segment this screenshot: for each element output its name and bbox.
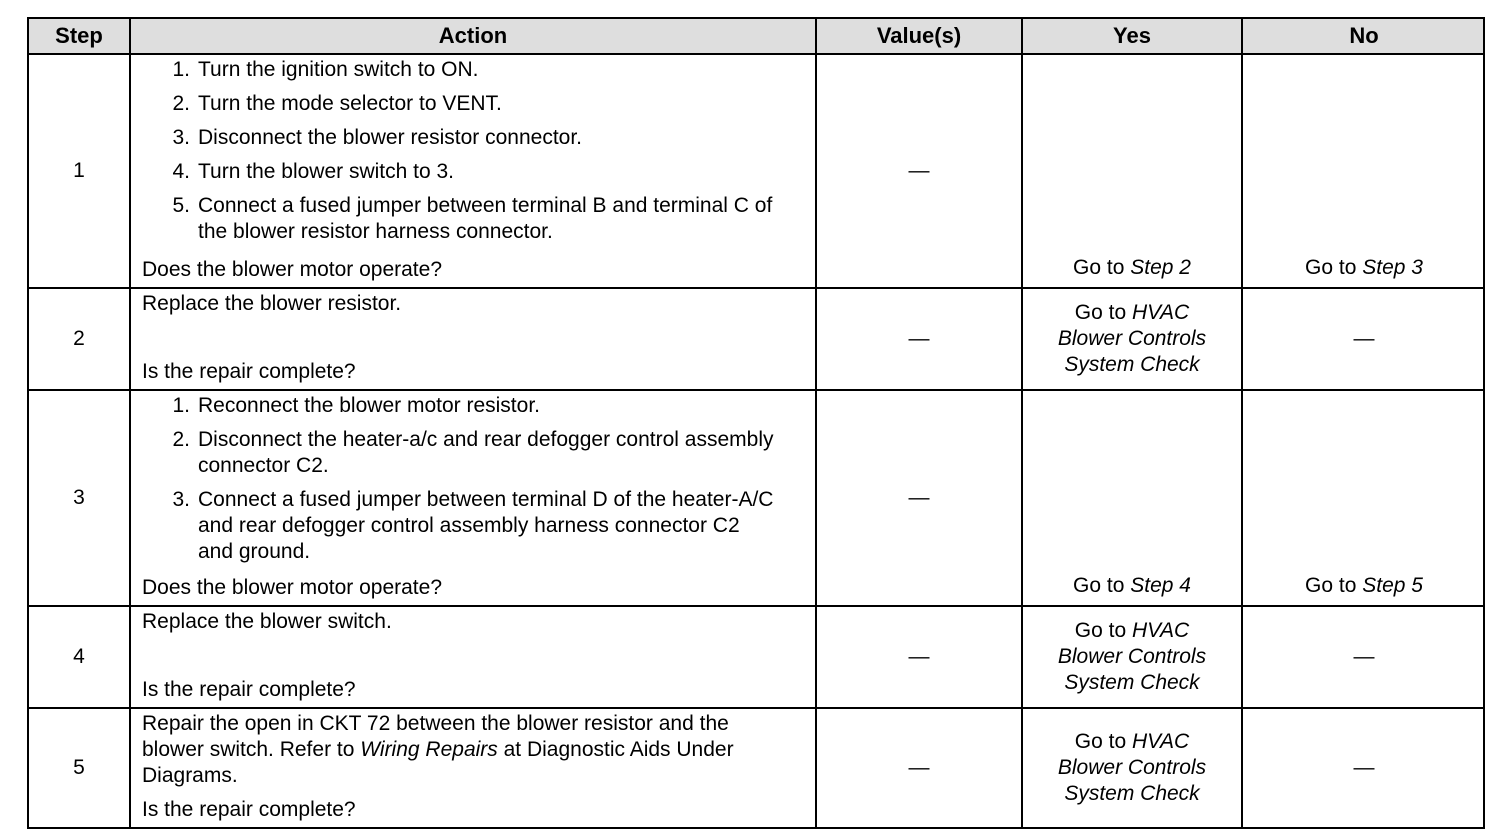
- table-header: [29, 19, 1483, 55]
- list-item: 2. Disconnect the heater-a/c and rear defogger control assembly connector C2.: [172, 428, 774, 477]
- yes-goto: Go to Step 4: [1073, 574, 1191, 597]
- action-steps-list: [142, 57, 805, 245]
- question-text: Does the blower motor operate?: [142, 258, 442, 281]
- step-number: 4: [73, 645, 85, 668]
- empty-dash: —: [1353, 756, 1375, 779]
- step-number: 2: [73, 327, 85, 350]
- no-cell: [1243, 55, 1485, 287]
- yes-goto: Go to Step 2: [1073, 256, 1191, 279]
- no-cell: [1243, 289, 1485, 389]
- value-cell: [817, 55, 1021, 287]
- value-cell: [817, 391, 1021, 605]
- action-cell: [131, 289, 815, 389]
- step-number: 1: [73, 159, 85, 182]
- empty-dash: —: [908, 486, 930, 509]
- step-number: 5: [73, 756, 85, 779]
- empty-dash: —: [908, 756, 930, 779]
- list-item: 3. Disconnect the blower resistor connector.: [172, 126, 583, 149]
- empty-dash: —: [908, 159, 930, 182]
- header-values: Value(s): [876, 23, 962, 48]
- yes-goto: Go to HVAC Blower Controls System Check: [1057, 619, 1207, 694]
- question-text: Is the repair complete?: [142, 798, 356, 821]
- header-step: Step: [55, 23, 103, 48]
- question-text: Does the blower motor operate?: [142, 576, 442, 599]
- empty-dash: —: [1353, 645, 1375, 668]
- table-row-step-2: [29, 289, 1483, 391]
- header-no: No: [1349, 23, 1379, 48]
- header-yes: Yes: [1113, 23, 1151, 48]
- table-row-step-4: [29, 607, 1483, 709]
- table-row-step-1: [29, 55, 1483, 289]
- value-cell: [817, 709, 1021, 827]
- no-cell: [1243, 709, 1485, 827]
- table-row-step-3: [29, 391, 1483, 607]
- list-item: 1. Turn the ignition switch to ON.: [172, 58, 479, 81]
- value-cell: [817, 289, 1021, 389]
- diagnostic-table: [27, 17, 1485, 829]
- no-goto: Go to Step 5: [1305, 574, 1423, 597]
- yes-cell: [1023, 289, 1241, 389]
- list-item: 5. Connect a fused jumper between terminal B and terminal C of the blower resistor harness connector.: [172, 194, 773, 243]
- yes-cell: [1023, 709, 1241, 827]
- list-item: 3. Connect a fused jumper between terminal D of the heater-A/C and rear defogger control assembly harness connector C2 and ground.: [172, 488, 774, 563]
- action-cell: [131, 55, 815, 287]
- empty-dash: —: [1353, 327, 1375, 350]
- empty-dash: —: [908, 645, 930, 668]
- step-number: 3: [73, 486, 85, 509]
- action-steps-list: [142, 393, 805, 565]
- no-cell: [1243, 391, 1485, 605]
- value-cell: [817, 607, 1021, 707]
- list-item: 2. Turn the mode selector to VENT.: [172, 92, 502, 115]
- action-cell: [131, 391, 815, 605]
- action-cell: [131, 607, 815, 707]
- action-text: Replace the blower switch.: [142, 610, 392, 633]
- empty-dash: —: [908, 327, 930, 350]
- list-item: 4. Turn the blower switch to 3.: [172, 160, 454, 183]
- step-reference: Step 3: [1362, 256, 1423, 279]
- table-row-step-5: [29, 709, 1483, 827]
- header-action: Action: [438, 23, 508, 48]
- yes-cell: [1023, 607, 1241, 707]
- step-reference: Step 4: [1130, 574, 1191, 597]
- no-goto: Go to Step 3: [1305, 256, 1423, 279]
- step-reference: Step 5: [1362, 574, 1423, 597]
- yes-cell: [1023, 55, 1241, 287]
- action-text: Repair the open in CKT 72 between the blower resistor and the blower switch. Refer to Wiring Repairs at Diagnostic Aids Under Diagrams.: [142, 712, 734, 787]
- no-cell: [1243, 607, 1485, 707]
- action-cell: [131, 709, 815, 827]
- yes-cell: [1023, 391, 1241, 605]
- step-reference: Step 2: [1130, 256, 1191, 279]
- yes-goto: Go to HVAC Blower Controls System Check: [1057, 730, 1207, 805]
- question-text: Is the repair complete?: [142, 678, 356, 701]
- list-item: 1. Reconnect the blower motor resistor.: [172, 394, 540, 417]
- yes-goto: Go to HVAC Blower Controls System Check: [1057, 301, 1207, 376]
- question-text: Is the repair complete?: [142, 360, 356, 383]
- action-text: Replace the blower resistor.: [142, 292, 402, 315]
- wiring-repairs-reference: Wiring Repairs: [360, 738, 498, 761]
